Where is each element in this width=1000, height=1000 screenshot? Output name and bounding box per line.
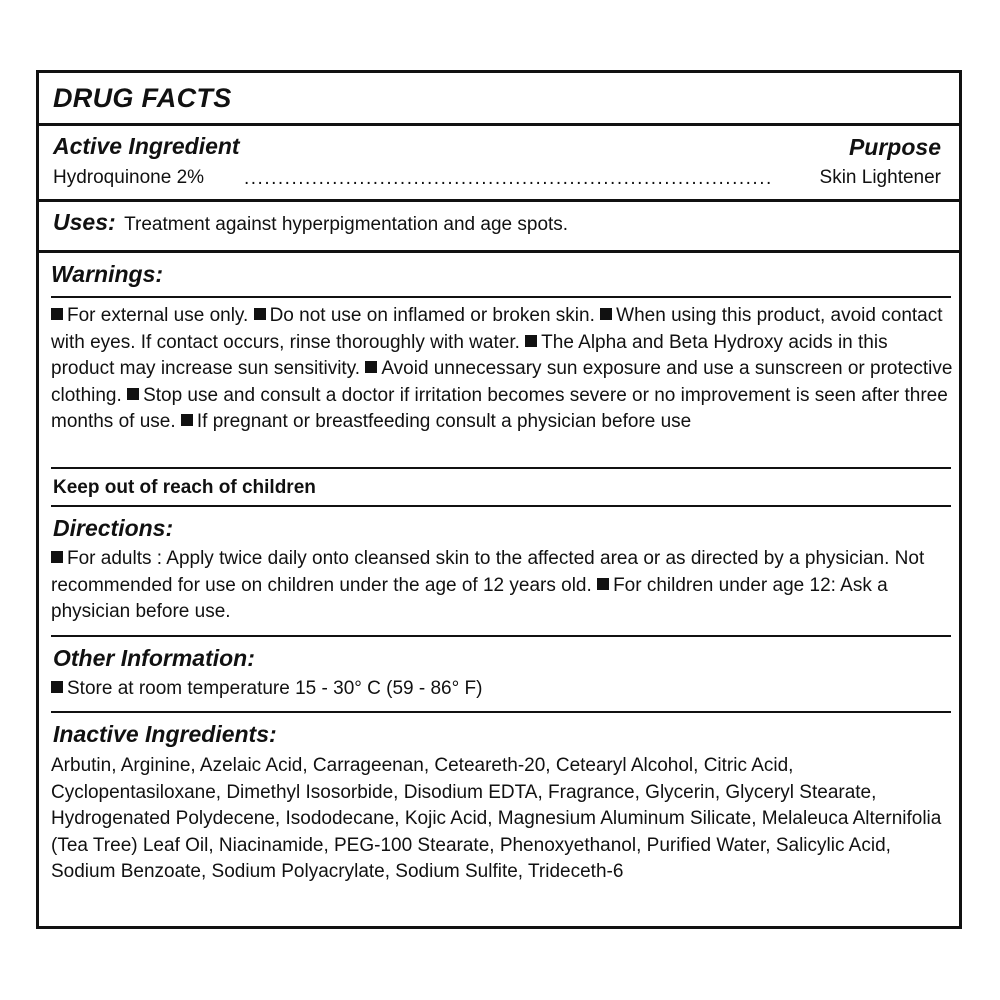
bullet-icon [51,551,63,563]
inactive-ingredients-heading: Inactive Ingredients: [53,721,277,747]
other-information-item: Store at room temperature 15 - 30° C (59 - 86° F) [67,678,483,699]
directions-heading: Directions: [53,515,174,541]
bullet-icon [597,578,609,590]
divider-uses [39,250,959,253]
other-information-heading: Other Information: [53,645,255,671]
active-ingredient-heading: Active Ingredient [53,133,240,159]
panel-title: DRUG FACTS [53,83,232,113]
ingredient-name: Hydroquinone 2% [53,167,205,188]
drug-facts-panel [36,70,962,929]
warning-item: Stop use and consult a doctor if irritation becomes severe or no improvement is seen after three months of use. [51,384,948,432]
divider-other-information [51,711,951,713]
uses-section [53,209,568,239]
warning-item: Avoid unnecessary sun exposure and use a sunscreen or protective clothing. [51,358,953,406]
bullet-icon [51,681,63,693]
uses-heading: Uses: [53,209,116,235]
bullet-icon [127,388,139,400]
purpose-heading: Purpose [848,134,941,160]
bullet-icon [600,308,612,320]
ingredient-purpose: Skin Lightener [819,167,941,188]
bullet-icon [51,308,63,320]
bullet-icon [525,335,537,347]
warning-item: For external use only. [67,305,249,326]
bullet-icon [181,414,193,426]
uses-text: Treatment against hyperpigmentation and age spots. [124,214,569,235]
warnings-heading: Warnings: [51,261,164,287]
warning-item: The Alpha and Beta Hydroxy acids in this product may increase sun sensitivity. [51,331,888,379]
warning-item: If pregnant or breastfeeding consult a physician before use [196,411,692,432]
divider-title [39,123,959,126]
divider-warnings-heading [51,296,951,298]
keep-out-text: Keep out of reach of children [53,477,316,498]
warning-item: Do not use on inflamed or broken skin. [269,305,595,326]
inactive-ingredients-text: Arbutin, Arginine, Azelaic Acid, Carrageenan, Ceteareth-20, Cetearyl Alcohol, Citric Acid, Cyclopentasiloxane, Dimethyl Isosorbide, Disodium EDTA, Fragrance, Glycerin, Glyceryl Stearate, Hydrogenated Polydecene, Isododecane, Kojic Acid, Magnesium Aluminum Silicate, Melaleuca Alternifolia (Tea Tree) Leaf Oil, Niacinamide, PEG-100 Stearate, Phenoxyethanol, Purified Water, Salicylic Acid, Sodium Benzoate, Sodium Polyacrylate, Sodium Sulfite, Trideceth-6 [51,755,942,882]
divider-warnings [51,467,951,469]
warning-item: When using this product, avoid contact with eyes. If contact occurs, rinse thoroughly with water. [51,305,943,353]
other-information-text [51,676,956,703]
divider-active [39,199,959,202]
bullet-icon [254,308,266,320]
divider-directions [51,635,951,637]
bullet-icon [365,361,377,373]
direction-item: For children under age 12: Ask a physician before use. [51,574,888,622]
divider-keep-out [51,505,951,507]
leader-dots: .............................................................................. [244,168,773,189]
warnings-text [51,303,956,436]
directions-text [51,546,956,626]
direction-item: For adults : Apply twice daily onto cleansed skin to the affected area or as directed by a physician. Not recommended for use on children under the age of 12 years old. [51,548,925,596]
